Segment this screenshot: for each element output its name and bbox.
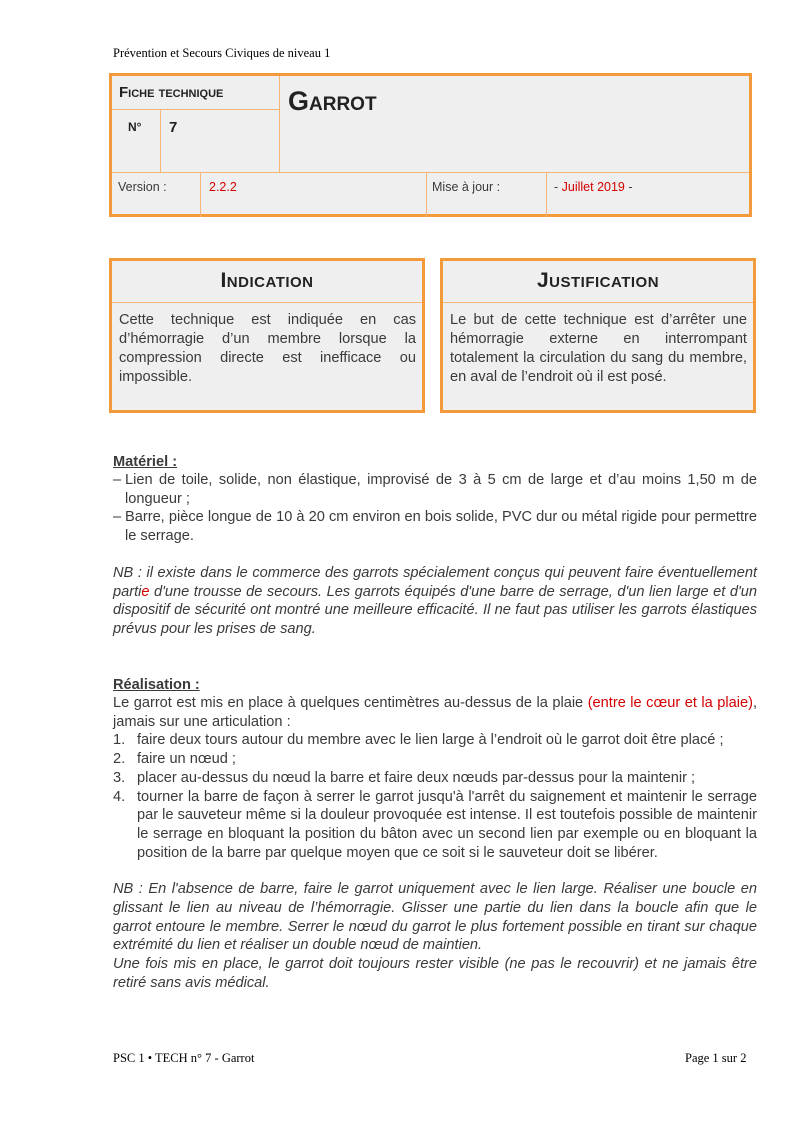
materiel-item: – Lien de toile, solide, non élastique, improvisé de 3 à 5 cm de large et d’au moins 1,50 m de longueur ; xyxy=(113,472,757,507)
footer-page-number: Page 1 sur 2 xyxy=(685,1051,747,1065)
realisation-nb: NB : En l'absence de barre, faire le garrot uniquement avec le lien large. Réaliser une boucle en glissant le lien au niveau de l’hémorragie. Glisser une partie du lien dans la boucle afin que le garrot entoure le membre. Serrer le nœud du garrot le plus fortement possible en tirant sur chaque extrémité du lien et réaliser un double nœud de maintien. xyxy=(113,881,757,954)
materiel-heading: Matériel : xyxy=(113,454,178,470)
fiche-title: Garrot xyxy=(288,86,377,116)
materiel-item: – Barre, pièce longue de 10 à 20 cm environ en bois solide, PVC dur ou métal rigide pour permettre le serrage. xyxy=(113,509,757,545)
realisation-intro: Le garrot est mis en place à quelques centimètres au-dessus de la plaie (entre le cœur et la plaie), jamais sur une articulation : xyxy=(113,695,758,730)
step-item: 3. placer au-dessus du nœud la barre et faire deux nœuds par-dessus pour la maintenir ; xyxy=(113,769,696,786)
step-item: 1. faire deux tours autour du membre avec le lien large à l’endroit où le garrot doit être placé ; xyxy=(113,732,724,749)
materiel-section xyxy=(113,454,757,639)
update-value: - Juillet 2019 - xyxy=(554,180,633,194)
version-label: Version : xyxy=(118,180,167,194)
indication-text: Cette technique est indiquée en cas d’hémorragie d’un membre lorsque la compression directe est inefficace ou impossible. xyxy=(119,312,416,385)
step-item: 2. faire un nœud ; xyxy=(113,751,236,768)
indication-box xyxy=(109,258,425,413)
realisation-section xyxy=(113,677,757,993)
fiche-number-label: N° xyxy=(128,120,142,134)
step-item: 4. tourner la barre de façon à serrer le garrot jusqu'à l'arrêt du saignement et maintenir le serrage par le sauveteur même si la douleur provoquée est intense. Il est toutefois possible de maintenir le serrage en bloquant la position du bâton avec un second lien par exemple ou en bloquant la position de la barre par quelque moyen que ce soit si le sauveteur doit se libérer. xyxy=(113,788,757,861)
indication-title: Indication xyxy=(220,269,314,292)
justification-title: Justification xyxy=(536,269,660,292)
justification-text: Le but de cette technique est d’arrêter une hémorragie externe en interrompant totalement la circulation du sang du membre, en aval de l’endroit où il est posé. xyxy=(450,312,747,385)
update-label: Mise à jour : xyxy=(432,180,501,194)
document-header: Prévention et Secours Civiques de niveau 1 xyxy=(113,46,331,60)
realisation-heading: Réalisation : xyxy=(113,677,200,693)
realisation-nb-2: Une fois mis en place, le garrot doit toujours rester visible (ne pas le recouvrir) et ne jamais être retiré sans avis médical. xyxy=(113,956,757,991)
version-value: 2.2.2 xyxy=(209,180,237,194)
materiel-nb: NB : il existe dans le commerce des garrots spécialement conçus qui peuvent faire éventuellement partie d'une trousse de secours. Les garrots équipés d'une barre de serrage, d'un lien large et d'un dispositif de sécurité ont montré une meilleure efficacité. Il ne faut pas utiliser les garrots élastiques prévus pour les prises de sang. xyxy=(113,564,757,637)
justification-box xyxy=(440,258,756,413)
fiche-header-table xyxy=(109,73,752,217)
fiche-number-value: 7 xyxy=(169,119,178,136)
footer-left: PSC 1 • TECH n° 7 - Garrot xyxy=(113,1051,255,1065)
fiche-label: Fiche technique xyxy=(119,84,224,101)
